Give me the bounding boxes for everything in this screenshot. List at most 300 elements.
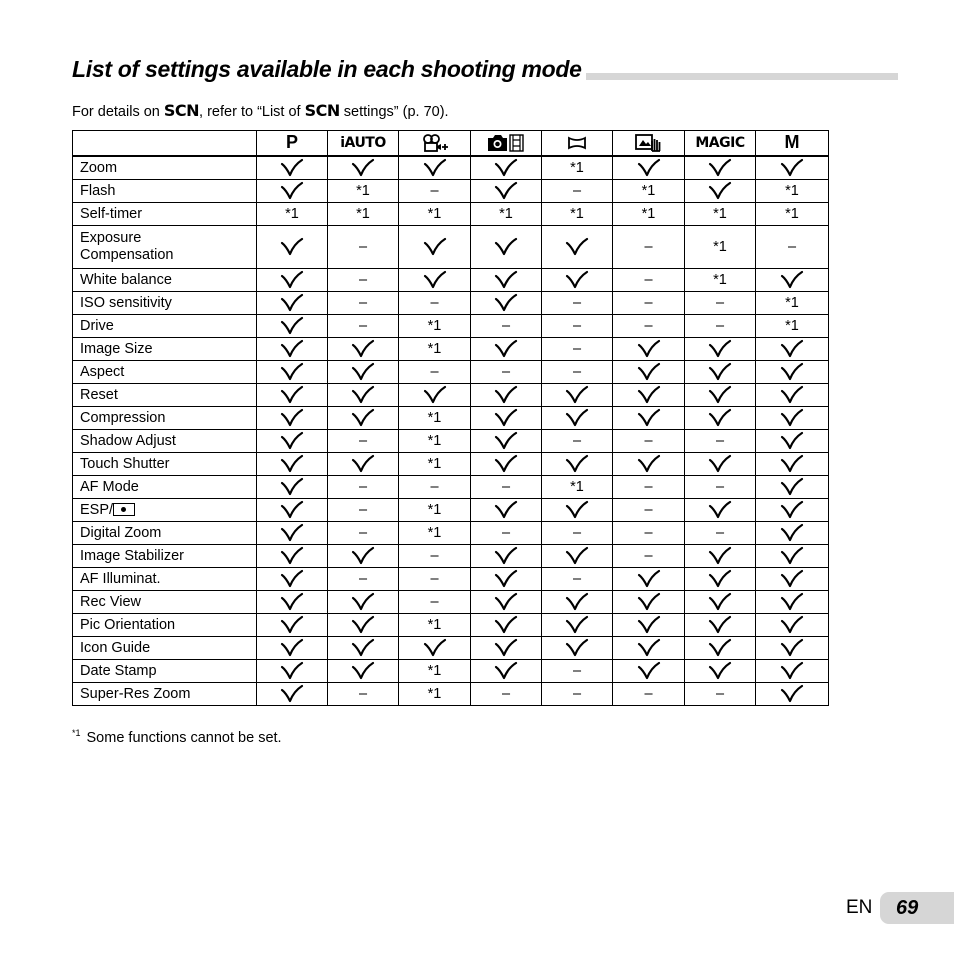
checkmark-icon bbox=[494, 638, 518, 658]
setting-name: Compression bbox=[80, 409, 166, 426]
checkmark-icon bbox=[780, 615, 804, 635]
checkmark-icon bbox=[494, 500, 518, 520]
setting-value-cell bbox=[257, 591, 328, 614]
checkmark-icon bbox=[351, 362, 375, 382]
setting-value-cell bbox=[328, 338, 399, 361]
not-available-dash: – bbox=[572, 570, 582, 587]
setting-name-cell bbox=[73, 430, 257, 453]
checkmark-icon bbox=[494, 158, 518, 178]
setting-value-cell bbox=[613, 430, 685, 453]
spot-metering-icon bbox=[113, 503, 135, 516]
setting-value-cell bbox=[257, 499, 328, 522]
setting-value-cell bbox=[328, 568, 399, 591]
scn-mode-label: SCN bbox=[163, 101, 200, 120]
setting-value-cell bbox=[328, 476, 399, 499]
setting-value-cell bbox=[328, 499, 399, 522]
setting-value-cell bbox=[328, 683, 399, 706]
table-row bbox=[73, 292, 829, 315]
setting-name-cell bbox=[73, 226, 257, 269]
setting-value-cell bbox=[399, 338, 471, 361]
checkmark-icon bbox=[780, 569, 804, 589]
footnote-ref: *1 bbox=[427, 340, 442, 357]
checkmark-icon bbox=[780, 500, 804, 520]
setting-value-cell bbox=[542, 637, 613, 660]
setting-value-cell bbox=[685, 614, 756, 637]
checkmark-icon bbox=[494, 237, 518, 257]
checkmark-icon bbox=[708, 569, 732, 589]
checkmark-icon bbox=[708, 638, 732, 658]
setting-name-cell bbox=[73, 614, 257, 637]
checkmark-icon bbox=[494, 454, 518, 474]
checkmark-icon bbox=[708, 500, 732, 520]
setting-name: Zoom bbox=[80, 159, 118, 176]
setting-value-cell bbox=[613, 156, 685, 180]
checkmark-icon bbox=[637, 661, 661, 681]
setting-value-cell bbox=[685, 226, 756, 269]
setting-name-cell bbox=[73, 338, 257, 361]
checkmark-icon bbox=[280, 431, 304, 451]
not-available-dash: – bbox=[644, 478, 653, 495]
setting-value-cell bbox=[471, 591, 542, 614]
checkmark-icon bbox=[494, 339, 518, 359]
not-available-dash: – bbox=[501, 685, 511, 702]
setting-value-cell bbox=[613, 226, 685, 269]
setting-value-cell bbox=[328, 591, 399, 614]
setting-value-cell bbox=[471, 180, 542, 203]
setting-value-cell bbox=[471, 568, 542, 591]
setting-value-cell bbox=[257, 269, 328, 292]
setting-value-cell bbox=[542, 407, 613, 430]
intro-suffix: settings” (p. 70). bbox=[339, 104, 449, 120]
not-available-dash: – bbox=[358, 238, 368, 255]
not-available-dash: – bbox=[430, 570, 439, 587]
setting-value-cell bbox=[471, 476, 542, 499]
setting-value-cell bbox=[399, 269, 471, 292]
checkmark-icon bbox=[780, 270, 804, 290]
setting-value-cell bbox=[685, 384, 756, 407]
checkmark-icon bbox=[280, 158, 304, 178]
checkmark-icon bbox=[351, 408, 375, 428]
setting-value-cell bbox=[685, 407, 756, 430]
setting-value-cell bbox=[613, 338, 685, 361]
table-row bbox=[73, 361, 829, 384]
table-row bbox=[73, 522, 829, 545]
setting-value-cell bbox=[542, 660, 613, 683]
setting-value-cell bbox=[399, 226, 471, 269]
checkmark-icon bbox=[280, 339, 304, 359]
not-available-dash: – bbox=[358, 501, 368, 518]
setting-value-cell bbox=[542, 683, 613, 706]
footnote-ref: *1 bbox=[641, 205, 656, 222]
checkmark-icon bbox=[280, 500, 304, 520]
table-row bbox=[73, 315, 829, 338]
settings-table bbox=[72, 130, 829, 706]
footnote-ref: *1 bbox=[427, 524, 442, 541]
setting-value-cell bbox=[756, 660, 829, 683]
not-available-dash: – bbox=[430, 593, 439, 610]
setting-value-cell bbox=[613, 269, 685, 292]
not-available-dash: – bbox=[572, 182, 582, 199]
setting-value-cell bbox=[542, 292, 613, 315]
setting-value-cell bbox=[542, 180, 613, 203]
setting-name: Shadow Adjust bbox=[80, 432, 176, 449]
checkmark-icon bbox=[423, 158, 447, 178]
setting-name-cell bbox=[73, 568, 257, 591]
setting-name: Drive bbox=[80, 317, 114, 334]
setting-value-cell bbox=[399, 683, 471, 706]
setting-value-cell bbox=[756, 338, 829, 361]
setting-value-cell bbox=[471, 292, 542, 315]
table-header-row bbox=[73, 131, 829, 157]
checkmark-icon bbox=[280, 454, 304, 474]
table-body bbox=[73, 156, 829, 706]
setting-value-cell bbox=[542, 156, 613, 180]
checkmark-icon bbox=[780, 385, 804, 405]
setting-value-cell bbox=[613, 315, 685, 338]
setting-value-cell bbox=[542, 568, 613, 591]
not-available-dash: – bbox=[715, 317, 725, 334]
checkmark-icon bbox=[280, 523, 304, 543]
setting-value-cell bbox=[685, 315, 756, 338]
checkmark-icon bbox=[280, 592, 304, 612]
setting-value-cell bbox=[399, 568, 471, 591]
setting-name: AF Mode bbox=[80, 478, 139, 495]
footnote-ref: *1 bbox=[427, 317, 442, 334]
setting-value-cell bbox=[685, 338, 756, 361]
not-available-dash: – bbox=[501, 478, 511, 495]
not-available-dash: – bbox=[430, 478, 439, 495]
not-available-dash: – bbox=[358, 317, 368, 334]
checkmark-icon bbox=[351, 546, 375, 566]
not-available-dash: – bbox=[715, 478, 725, 495]
setting-value-cell bbox=[542, 614, 613, 637]
footnote-ref: *1 bbox=[356, 182, 370, 199]
checkmark-icon bbox=[637, 362, 661, 382]
footnote-ref: *1 bbox=[427, 455, 442, 472]
setting-value-cell bbox=[257, 568, 328, 591]
checkmark-icon bbox=[351, 615, 375, 635]
setting-value-cell bbox=[471, 499, 542, 522]
setting-name-cell bbox=[73, 292, 257, 315]
checkmark-icon bbox=[565, 270, 589, 290]
setting-value-cell bbox=[756, 180, 829, 203]
setting-value-cell bbox=[542, 361, 613, 384]
setting-value-cell bbox=[613, 407, 685, 430]
footnote bbox=[72, 724, 282, 747]
setting-value-cell bbox=[685, 476, 756, 499]
checkmark-icon bbox=[494, 661, 518, 681]
setting-value-cell bbox=[756, 203, 829, 226]
setting-value-cell bbox=[471, 637, 542, 660]
checkmark-icon bbox=[708, 661, 732, 681]
checkmark-icon bbox=[280, 615, 304, 635]
footnote-ref: *1 bbox=[427, 205, 442, 222]
setting-name-cell bbox=[73, 545, 257, 568]
footnote-ref: *1 bbox=[356, 205, 370, 222]
not-available-dash: – bbox=[501, 317, 511, 334]
setting-name: White balance bbox=[80, 271, 172, 288]
setting-value-cell bbox=[257, 361, 328, 384]
setting-value-cell bbox=[542, 203, 613, 226]
table-row bbox=[73, 407, 829, 430]
mode-magic bbox=[685, 131, 756, 157]
setting-value-cell bbox=[756, 545, 829, 568]
not-available-dash: – bbox=[358, 478, 368, 495]
setting-name: Pic Orientation bbox=[80, 616, 176, 633]
mode-m bbox=[756, 131, 829, 157]
table-row bbox=[73, 384, 829, 407]
not-available-dash: – bbox=[358, 524, 368, 541]
table-row bbox=[73, 499, 829, 522]
setting-value-cell bbox=[542, 269, 613, 292]
mode-camera-film bbox=[471, 131, 542, 157]
setting-name: Flash bbox=[80, 182, 116, 199]
setting-value-cell bbox=[756, 292, 829, 315]
setting-value-cell bbox=[257, 180, 328, 203]
setting-value-cell bbox=[685, 545, 756, 568]
setting-value-cell bbox=[542, 226, 613, 269]
setting-value-cell bbox=[471, 384, 542, 407]
setting-value-cell bbox=[613, 203, 685, 226]
panorama-icon bbox=[567, 136, 587, 150]
setting-value-cell bbox=[542, 338, 613, 361]
checkmark-icon bbox=[637, 592, 661, 612]
table-row bbox=[73, 683, 829, 706]
checkmark-icon bbox=[494, 385, 518, 405]
setting-name: Reset bbox=[80, 386, 118, 403]
checkmark-icon bbox=[565, 592, 589, 612]
setting-value-cell bbox=[399, 430, 471, 453]
setting-name: Rec View bbox=[80, 593, 141, 610]
not-available-dash: – bbox=[358, 294, 368, 311]
checkmark-icon bbox=[780, 523, 804, 543]
setting-value-cell bbox=[399, 499, 471, 522]
not-available-dash: – bbox=[787, 238, 797, 255]
setting-value-cell bbox=[257, 338, 328, 361]
setting-name-cell bbox=[73, 180, 257, 203]
checkmark-icon bbox=[565, 385, 589, 405]
setting-name-cell bbox=[73, 269, 257, 292]
not-available-dash: – bbox=[644, 271, 653, 288]
setting-name: ISO sensitivity bbox=[80, 294, 172, 311]
not-available-dash: – bbox=[501, 524, 511, 541]
setting-value-cell bbox=[328, 156, 399, 180]
setting-value-cell bbox=[399, 660, 471, 683]
setting-value-cell bbox=[685, 361, 756, 384]
setting-value-cell bbox=[328, 453, 399, 476]
setting-value-cell bbox=[257, 614, 328, 637]
setting-value-cell bbox=[756, 683, 829, 706]
checkmark-icon bbox=[280, 237, 304, 257]
table-row bbox=[73, 430, 829, 453]
setting-value-cell bbox=[471, 361, 542, 384]
checkmark-icon bbox=[637, 339, 661, 359]
setting-value-cell bbox=[399, 476, 471, 499]
not-available-dash: – bbox=[572, 317, 582, 334]
setting-value-cell bbox=[328, 614, 399, 637]
setting-name: Super-Res Zoom bbox=[80, 685, 191, 702]
setting-name-cell bbox=[73, 499, 257, 522]
checkmark-icon bbox=[565, 454, 589, 474]
setting-value-cell bbox=[756, 568, 829, 591]
mode-iauto-label: iAUTO bbox=[340, 134, 386, 151]
footnote-ref: *1 bbox=[427, 501, 442, 518]
checkmark-icon bbox=[494, 615, 518, 635]
checkmark-icon bbox=[708, 385, 732, 405]
setting-value-cell bbox=[542, 591, 613, 614]
setting-name: AF Illuminat. bbox=[80, 570, 161, 587]
not-available-dash: – bbox=[430, 363, 439, 380]
footnote-ref: *1 bbox=[570, 159, 584, 176]
setting-value-cell bbox=[257, 315, 328, 338]
checkmark-icon bbox=[637, 158, 661, 178]
not-available-dash: – bbox=[572, 340, 582, 357]
setting-name-cell bbox=[73, 453, 257, 476]
not-available-dash: – bbox=[572, 432, 582, 449]
checkmark-icon bbox=[708, 339, 732, 359]
setting-value-cell bbox=[613, 476, 685, 499]
page-language: EN bbox=[846, 897, 873, 918]
setting-value-cell bbox=[685, 637, 756, 660]
setting-value-cell bbox=[257, 545, 328, 568]
footnote-ref: *1 bbox=[713, 271, 727, 288]
setting-value-cell bbox=[542, 499, 613, 522]
footnote-ref: *1 bbox=[427, 662, 442, 679]
checkmark-icon bbox=[780, 339, 804, 359]
setting-value-cell bbox=[542, 522, 613, 545]
checkmark-icon bbox=[494, 181, 518, 201]
checkmark-icon bbox=[780, 408, 804, 428]
checkmark-icon bbox=[637, 638, 661, 658]
header-blank bbox=[73, 131, 257, 157]
setting-value-cell bbox=[257, 292, 328, 315]
table-row bbox=[73, 591, 829, 614]
setting-name-cell bbox=[73, 361, 257, 384]
setting-value-cell bbox=[756, 407, 829, 430]
not-available-dash: – bbox=[644, 238, 653, 255]
checkmark-icon bbox=[780, 661, 804, 681]
setting-value-cell bbox=[257, 226, 328, 269]
checkmark-icon bbox=[351, 592, 375, 612]
checkmark-icon bbox=[637, 385, 661, 405]
not-available-dash: – bbox=[644, 685, 653, 702]
setting-value-cell bbox=[328, 430, 399, 453]
setting-value-cell bbox=[685, 683, 756, 706]
checkmark-icon bbox=[280, 293, 304, 313]
setting-value-cell bbox=[257, 453, 328, 476]
footnote-ref: *1 bbox=[427, 432, 442, 449]
setting-value-cell bbox=[685, 568, 756, 591]
checkmark-icon bbox=[637, 408, 661, 428]
checkmark-icon bbox=[780, 362, 804, 382]
checkmark-icon bbox=[280, 569, 304, 589]
setting-value-cell bbox=[328, 180, 399, 203]
setting-name: ESP/ bbox=[80, 501, 114, 518]
setting-value-cell bbox=[328, 522, 399, 545]
setting-value-cell bbox=[257, 683, 328, 706]
setting-value-cell bbox=[399, 591, 471, 614]
mode-m-label: M bbox=[784, 131, 800, 152]
checkmark-icon bbox=[708, 615, 732, 635]
checkmark-icon bbox=[780, 477, 804, 497]
setting-value-cell bbox=[328, 315, 399, 338]
setting-value-cell bbox=[399, 453, 471, 476]
setting-value-cell bbox=[471, 315, 542, 338]
table-row bbox=[73, 614, 829, 637]
checkmark-icon bbox=[780, 431, 804, 451]
checkmark-icon bbox=[280, 684, 304, 704]
checkmark-icon bbox=[351, 339, 375, 359]
movie-plus-icon bbox=[422, 133, 448, 153]
setting-value-cell bbox=[756, 430, 829, 453]
checkmark-icon bbox=[708, 158, 732, 178]
footnote-ref: *1 bbox=[427, 616, 442, 633]
checkmark-icon bbox=[280, 477, 304, 497]
setting-value-cell bbox=[685, 591, 756, 614]
checkmark-icon bbox=[565, 500, 589, 520]
setting-value-cell bbox=[399, 522, 471, 545]
title-area bbox=[72, 56, 898, 82]
setting-value-cell bbox=[542, 476, 613, 499]
checkmark-icon bbox=[280, 385, 304, 405]
checkmark-icon bbox=[494, 408, 518, 428]
scene-hand-icon bbox=[635, 133, 663, 153]
setting-value-cell bbox=[399, 292, 471, 315]
setting-value-cell bbox=[399, 361, 471, 384]
footnote-ref: *1 bbox=[570, 205, 584, 222]
setting-name: Icon Guide bbox=[80, 639, 151, 656]
setting-value-cell bbox=[399, 545, 471, 568]
setting-value-cell bbox=[613, 522, 685, 545]
checkmark-icon bbox=[637, 454, 661, 474]
setting-name-cell bbox=[73, 637, 257, 660]
not-available-dash: – bbox=[644, 524, 653, 541]
checkmark-icon bbox=[280, 661, 304, 681]
checkmark-icon bbox=[423, 638, 447, 658]
setting-value-cell bbox=[685, 430, 756, 453]
checkmark-icon bbox=[280, 408, 304, 428]
setting-value-cell bbox=[471, 545, 542, 568]
table-row bbox=[73, 180, 829, 203]
setting-value-cell bbox=[471, 453, 542, 476]
not-available-dash: – bbox=[715, 432, 725, 449]
setting-value-cell bbox=[399, 637, 471, 660]
table-row bbox=[73, 453, 829, 476]
checkmark-icon bbox=[708, 546, 732, 566]
setting-value-cell bbox=[257, 522, 328, 545]
table-row bbox=[73, 338, 829, 361]
setting-value-cell bbox=[613, 614, 685, 637]
setting-value-cell bbox=[613, 384, 685, 407]
setting-value-cell bbox=[542, 384, 613, 407]
setting-value-cell bbox=[328, 545, 399, 568]
not-available-dash: – bbox=[572, 662, 582, 679]
checkmark-icon bbox=[280, 362, 304, 382]
checkmark-icon bbox=[708, 362, 732, 382]
setting-value-cell bbox=[328, 269, 399, 292]
setting-value-cell bbox=[613, 453, 685, 476]
checkmark-icon bbox=[423, 385, 447, 405]
intro-prefix: For details on bbox=[72, 104, 164, 120]
setting-name-cell bbox=[73, 660, 257, 683]
footnote-ref: *1 bbox=[499, 205, 513, 222]
setting-name-cell bbox=[73, 156, 257, 180]
checkmark-icon bbox=[565, 638, 589, 658]
setting-value-cell bbox=[471, 226, 542, 269]
checkmark-icon bbox=[351, 661, 375, 681]
table-row bbox=[73, 156, 829, 180]
setting-value-cell bbox=[257, 384, 328, 407]
